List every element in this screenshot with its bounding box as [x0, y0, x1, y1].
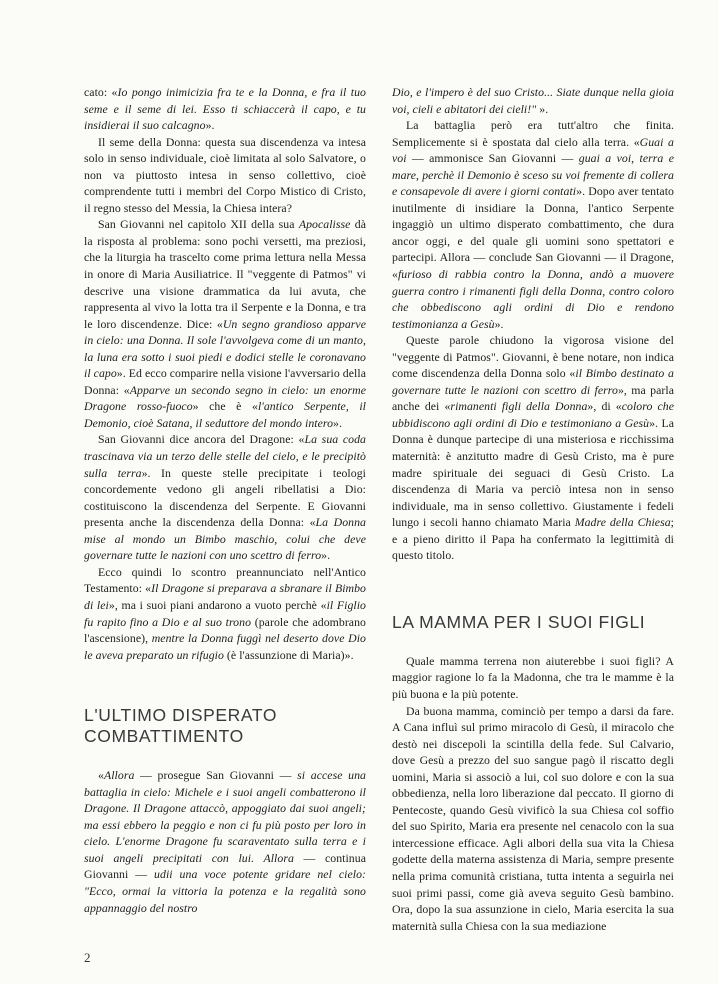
text-run: ». In queste stelle precipitate i teologi concordemente vedono gli angeli ribellatisi a Dio: costituiscono la discendenza del Serpente. E Giovanni presenta anche la discendenza della Donna: «: [84, 465, 366, 530]
italic-run: il Figlio fu rapito fino a Dio e al suo trono: [84, 597, 366, 629]
italic-run: rimanenti figli della Donna: [450, 399, 588, 414]
left-paragraph-3: [84, 216, 366, 431]
italic-run: si accese una battaglia in cielo: Michele e i suoi angeli combatterono il Dragone. Il Dragone attaccò, appoggiato dai suoi angeli; ma essi ebbero la peggio e non ci fu più posto per loro in cielo. L'enorme Dragone fu scaraventato sulla terra e i suoi angeli precipitati con lui. Allora: [84, 768, 367, 865]
text-run: San Giovanni nel capitolo XII della sua: [98, 217, 299, 232]
italic-run: La Donna mise al mondo un Bimbo maschio, colui che deve governare tutte le nazioni con uno scettro di ferro: [84, 515, 366, 563]
text-run: Queste parole chiudono la vigorosa visione del "veggente di Patmos". Giovanni, è bene notare, non indica come discendenza della Donna solo «: [392, 333, 674, 381]
italic-run: Madre della Chiesa: [574, 515, 671, 530]
right-column: [392, 84, 674, 934]
italic-run: coloro che ubbidiscono agli ordini di Dio e testimoniano a Gesù: [392, 399, 675, 430]
italic-run: Allora: [103, 768, 135, 783]
text-run: — prosegue San Giovanni —: [134, 768, 298, 783]
left-paragraph-4: [84, 431, 366, 563]
text-run: », ma i suoi piani andarono a vuoto perchè «: [108, 597, 327, 612]
italic-run: mentre la Donna fuggì nel deserto dove Dio le aveva preparato un rifugio: [84, 631, 366, 662]
text-run: dà la risposta al problema: sono pochi versetti, ma preziosi, che la liturgia ha trascelto come prima lettura nella Messa in onore di Maria Ausiliatrice. Il "veggente di Patmos" vi descrive una visione drammatica da lui avuta, che rappresenta al vivo la lotta tra il Serpente e la Donna, e tra le loro discendenze. Dice: «: [84, 217, 367, 331]
text-run: Ecco quindi lo scontro preannunciato nell'Antico Testamento: «: [84, 564, 366, 596]
left-paragraph-5: [84, 564, 366, 663]
italic-run: il Bimbo destinato a governare tutte le nazioni con scettro di ferro: [392, 366, 675, 397]
text-run: (parole che adombrano l'ascensione),: [84, 614, 366, 646]
text-run: «: [98, 768, 104, 783]
section-heading-ultimo-combattimento: L'ULTIMO DISPERATO COMBATTIMENTO: [84, 705, 278, 747]
left-column: [84, 84, 366, 916]
text-run: ». Ed ecco comparire nella visione l'avversario della Donna: «: [84, 366, 366, 397]
italic-run: Guai a voi: [392, 134, 675, 166]
italic-run: La sua coda trascinava via un terzo delle stelle del cielo, e le precipitò sulla terra: [84, 432, 367, 480]
text-run: La battaglia però era tutt'altro che finita. Semplicemente si è spostata dal cielo alla terra. «: [392, 118, 674, 149]
text-run: ».: [536, 101, 549, 116]
right-paragraph-2: [392, 117, 674, 332]
text-run: Quale mamma terrena non aiuterebbe i suoi figli? A maggior ragione lo fa la Madonna, che tra le mamme è la più buona e la più potente.: [392, 653, 674, 701]
italic-run: furioso di rabbia contro la Donna, andò a muovere guerra contro i rimanenti figli della Donna, contro coloro che obbediscono agli ordini di Dio e rendono testimonianza a Gesù: [392, 267, 674, 331]
text-run: Il seme della Donna: questa sua discendenza va intesa solo in senso individuale, cioè limitata al solo Salvatore, o non va piuttosto intesa in senso collettivo, cioè comprendente tutti i membri del Corpo Mistico di Cristo, il regno stesso del Messia, la Chiesa intera?: [84, 134, 366, 215]
left-paragraph-2: [84, 134, 366, 217]
right-paragraph-5: [392, 703, 674, 935]
text-run: cato: «: [84, 85, 118, 99]
text-run: — continua Giovanni —: [84, 850, 366, 882]
italic-run: Dio, e l'impero è del suo Cristo... Siate dunque nella gioia voi, cieli e abitatori dei cieli!": [392, 85, 674, 116]
italic-run: Un segno grandioso apparve in cielo: una Donna. Il sole l'avvolgeva come di un manto, la luna era sotto i suoi piedi e dodici stelle le coronavano il capo: [84, 316, 366, 381]
text-run: », di «: [587, 399, 622, 414]
text-run: ; e a pieno diritto il Papa ha confermato la legittimità di questo titolo.: [392, 515, 674, 563]
right-paragraph-1: [392, 84, 674, 117]
text-run: ».: [333, 415, 342, 430]
text-run: San Giovanni dice ancora del Dragone: «: [98, 432, 305, 447]
italic-run: l'antico Serpente, il Demonio, cioè Satana, il seduttore del mondo intero: [84, 399, 367, 430]
italic-run: Il Dragone si preparava a sbranare il Bimbo di lei: [84, 581, 367, 612]
text-run: ».: [205, 118, 215, 133]
text-run: ».: [494, 316, 504, 331]
italic-run: udii una voce potente gridare nel cielo: "Ecco, ormai la vittoria la potenza e la regalità sono appannaggio del nostro: [84, 867, 366, 915]
text-run: ».: [321, 548, 331, 563]
text-run: — ammonisce San Giovanni —: [406, 151, 579, 166]
italic-run: Apparve un secondo segno in cielo: un enorme Dragone rosso-fuoco: [84, 382, 366, 414]
text-run: », ma parla anche dei «: [392, 382, 674, 414]
italic-run: guai a voi, terra e mare, perchè il Demonio è sceso su voi fremente di collera e consapevole di avere i giorni contati: [392, 151, 675, 199]
text-run: ». Dopo aver tentato inutilmente di insidiare la Donna, l'antico Serpente ingaggiò un ultimo disperato combattimento, che dura ancor oggi, e del quale gli uomini sono spettatori e partecipi. Allora — conclude San Giovanni — il Dragone, «: [392, 184, 674, 282]
left-paragraph-6: [84, 767, 366, 916]
right-paragraph-3: [392, 332, 674, 564]
text-run: Da buona mamma, cominciò per tempo a darsi da fare. A Cana influì sul primo miracolo di Gesù, il miracolo che destò nei discepoli la scintilla della fede. Sul Calvario, dove Gesù a prezzo del suo sangue pagò il riscatto degli uomini, Maria si associò a lui, col suo dolore e con la sua obbedienza, nella loro liberazione dal peccato. Il giorno di Pentecoste, quando Gesù vivificò la sua Chiesa col soffio del suo Spirito, Maria era presente nel cenacolo con la sua intercessione efficace. Agli albori della sua vita la Chiesa godette della materna assistenza di Maria, sempre presente nella prima comunità cristiana, tutta intenta a seguirla nei suoi primi passi, come già aveva seguito Gesù bambino. Ora, dopo la sua assunzione in cielo, Maria esercita la sua maternità sulla Chiesa con la sua mediazione: [392, 703, 674, 933]
text-run: (è l'assunzione di Maria)».: [223, 647, 354, 662]
text-run: » che è «: [192, 399, 258, 414]
section-heading-mamma-figli: LA MAMMA PER I SUOI FIGLI: [392, 611, 646, 632]
italic-run: Io pongo inimicizia fra te e la Donna, e fra il tuo seme e il seme di lei. Esso ti schiaccerà il capo, e tu insidierai il suo calcagno: [84, 85, 366, 133]
italic-run: Apocalisse: [298, 217, 351, 232]
left-paragraph-1: [84, 84, 366, 134]
text-run: ». La Donna è dunque partecipe di una misteriosa e ricchissima maternità: è anzitutto madre di Gesù Cristo, ma è pure madre spirituale dei seguaci di Gesù Cristo. La discendenza di Maria va perciò intesa non in senso individuale, ma in senso collettivo. Giustamente i fedeli lungo i secoli hanno chiamato Maria: [392, 415, 674, 530]
right-paragraph-4: [392, 653, 674, 703]
page-number: 2: [84, 950, 91, 965]
